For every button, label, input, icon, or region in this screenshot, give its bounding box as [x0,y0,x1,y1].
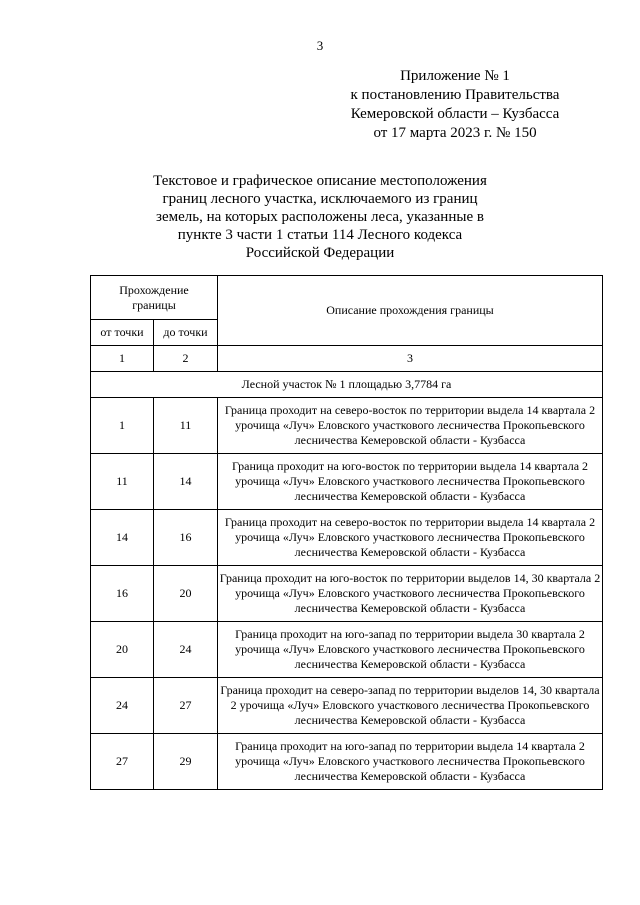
to-point-cell: 24 [154,622,218,678]
from-point-cell: 11 [91,454,154,510]
column-number-cell: 1 [91,346,154,372]
to-point-cell: 16 [154,510,218,566]
title-line: границ лесного участка, исключаемого из границ [162,191,478,207]
to-point-cell: 27 [154,678,218,734]
header-description-cell: Описание прохождения границы [218,276,603,346]
boundary-table [90,275,603,790]
table-row [91,622,603,678]
table-row [91,566,603,622]
appendix-line: Приложение № 1 [400,68,510,84]
title-line: Российской Федерации [245,245,395,261]
table-row [91,398,603,454]
title-line: Текстовое и графическое описание местоположения [153,173,487,189]
header-to-cell: до точки [154,320,218,346]
from-point-cell: 1 [91,398,154,454]
column-number-cell: 3 [218,346,603,372]
to-point-cell: 14 [154,454,218,510]
description-cell: Граница проходит на северо-восток по территории выдела 14 квартала 2 урочища «Луч» Еловского участкового лесничества Прокопьевского лесничества Кемеровской области - Кузбасса [218,398,603,454]
header-group-cell: Прохождение границы [91,276,218,320]
from-point-cell: 16 [91,566,154,622]
from-point-cell: 27 [91,734,154,790]
appendix-line: к постановлению Правительства [350,87,560,103]
description-cell: Граница проходит на северо-запад по территории выделов 14, 30 квартала 2 урочища «Луч» Еловского участкового лесничества Прокопьевского лесничества Кемеровской области - Кузбасса [218,678,603,734]
document-title [150,172,490,262]
table-row [91,734,603,790]
description-cell: Граница проходит на юго-запад по территории выдела 30 квартала 2 урочища «Луч» Еловского участкового лесничества Прокопьевского лесничества Кемеровской области - Кузбасса [218,622,603,678]
description-cell: Граница проходит на северо-восток по территории выдела 14 квартала 2 урочища «Луч» Еловского участкового лесничества Прокопьевского лесничества Кемеровской области - Кузбасса [218,510,603,566]
table-row [91,678,603,734]
title-line: земель, на которых расположены леса, указанные в [156,209,484,225]
appendix-block [320,67,590,143]
from-point-cell: 24 [91,678,154,734]
description-cell: Граница проходит на юго-восток по территории выделов 14, 30 квартала 2 урочища «Луч» Еловского участкового лесничества Прокопьевского лесничества Кемеровской области - Кузбасса [218,566,603,622]
appendix-line: Кемеровской области – Кузбасса [350,106,560,122]
column-number-cell: 2 [154,346,218,372]
section-title-cell: Лесной участок № 1 площадью 3,7784 га [91,372,603,398]
description-cell: Граница проходит на юго-восток по территории выдела 14 квартала 2 урочища «Луч» Еловского участкового лесничества Прокопьевского лесничества Кемеровской области - Кузбасса [218,454,603,510]
to-point-cell: 11 [154,398,218,454]
appendix-line: от 17 марта 2023 г. № 150 [373,125,537,141]
header-from-cell: от точки [91,320,154,346]
table-row [91,454,603,510]
from-point-cell: 20 [91,622,154,678]
to-point-cell: 20 [154,566,218,622]
from-point-cell: 14 [91,510,154,566]
description-cell: Граница проходит на юго-запад по территории выдела 14 квартала 2 урочища «Луч» Еловского участкового лесничества Прокопьевского лесничества Кемеровской области - Кузбасса [218,734,603,790]
page-number: 3 [316,38,324,53]
table-row [91,510,603,566]
to-point-cell: 29 [154,734,218,790]
title-line: пункте 3 части 1 статьи 114 Лесного кодекса [177,227,463,243]
